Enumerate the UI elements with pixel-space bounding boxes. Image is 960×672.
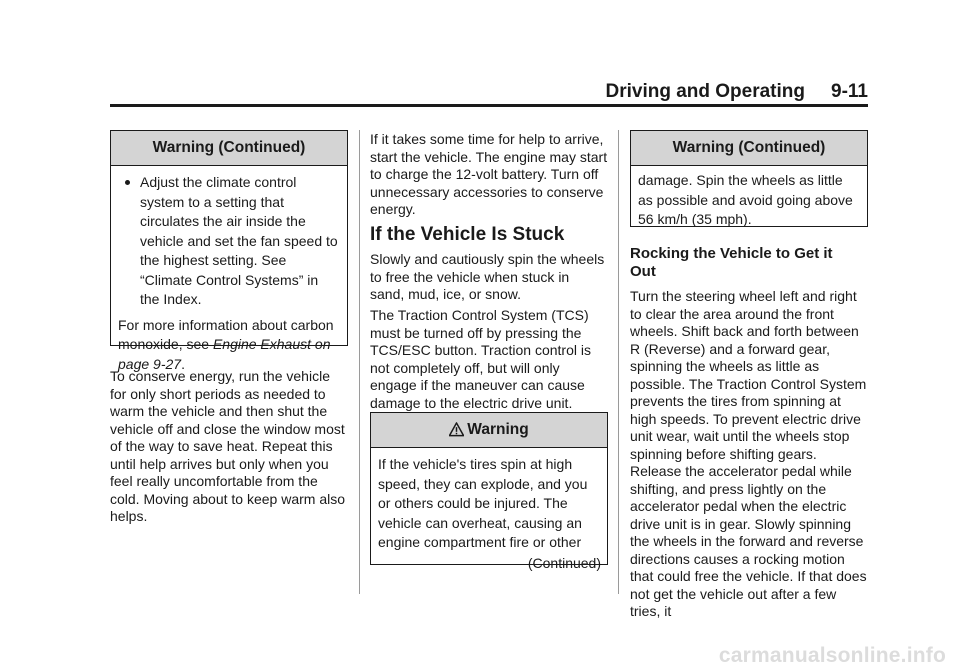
bullet-dot bbox=[125, 180, 130, 185]
col2-intro: If it takes some time for help to arrive, start the vehicle. The engine may start to charge the 12-volt battery. Turn off unnecessary accessories to conserve energy. bbox=[370, 131, 608, 217]
page-header bbox=[110, 80, 868, 104]
warning-box-body bbox=[111, 166, 347, 374]
warning-box-continued-col3 bbox=[630, 130, 868, 227]
col3-paragraph: Turn the steering wheel left and right to clear the area around the front wheels. Shift back and forth between R (Reverse) and a forward gear, spinning the wheels as little as possible. The Traction Control System prevents the tires from spinning at high speeds. To prevent electric drive unit wear, wait until the wheels stop spinning before shifting gears. Release the accelerator pedal while shifting, and press lightly on the accelerator pedal when the electric drive unit is in gear. Slowly spinning the wheels in the forward and reverse directions causes a rocking motion that could free the vehicle. If that does not get the vehicle out after a few tries, it bbox=[630, 288, 867, 619]
warning-text: If the vehicle's tires spin at high speed, they can explode, and you or others could be injured. The vehicle can overheat, causing an engine compartment fire or other bbox=[378, 456, 588, 550]
continued-label: (Continued) bbox=[527, 554, 601, 571]
warning-triangle-icon bbox=[449, 422, 464, 437]
warning-box-body bbox=[371, 448, 607, 573]
section-heading-rocking: Rocking the Vehicle to Get it Out bbox=[630, 245, 833, 280]
warning-box-col2 bbox=[370, 412, 608, 571]
watermark: carmanualsonline.info bbox=[718, 644, 946, 667]
col2-paragraph-2: The Traction Control System (TCS) must be turned off by pressing the TCS/ESC button. Traction control is not completely off, but will only engage if the maneuver can cause damage to the electric drive unit. bbox=[370, 307, 591, 411]
info-prefix: For more information about carbon monoxide, see bbox=[118, 316, 334, 352]
info-link[interactable]: Engine Exhaust on page 9-27 bbox=[118, 336, 331, 372]
header-rule bbox=[110, 104, 868, 107]
warning-box-title: Warning (Continued) bbox=[631, 131, 867, 166]
warning-box-body: damage. Spin the wheels as little as possible and avoid going above 56 km/h (35 mph). bbox=[638, 172, 853, 227]
info-text bbox=[118, 316, 339, 375]
page-number: 9-11 bbox=[831, 81, 868, 102]
bullet-item bbox=[118, 173, 339, 310]
col1-paragraph: To conserve energy, run the vehicle for only short periods as needed to warm the vehicle and then shut the vehicle off and close the window most of the way to save heat. Repeat this until help arrives but only when you feel really uncomfortable from the cold. Moving about to keep warm also helps. bbox=[110, 368, 346, 524]
warning-box-title: Warning (Continued) bbox=[111, 131, 347, 166]
info-suffix: . bbox=[181, 355, 185, 372]
warning-box-title bbox=[371, 413, 607, 448]
column-divider-2 bbox=[618, 130, 619, 594]
section-heading-stuck: If the Vehicle Is Stuck bbox=[370, 224, 565, 245]
col2-paragraph-1: Slowly and cautiously spin the wheels to free the vehicle when stuck in sand, mud, ice, or snow. bbox=[370, 251, 605, 302]
section-title: Driving and Operating bbox=[605, 81, 806, 102]
column-divider-1 bbox=[359, 130, 360, 594]
bullet-text: Adjust the climate control system to a setting that circulates the air inside the vehicle and set the fan speed to the highest setting. See “Climate Control Systems” in the Index. bbox=[140, 174, 338, 307]
warning-title-text: Warning bbox=[467, 421, 529, 438]
warning-box-continued-col1 bbox=[110, 130, 348, 372]
